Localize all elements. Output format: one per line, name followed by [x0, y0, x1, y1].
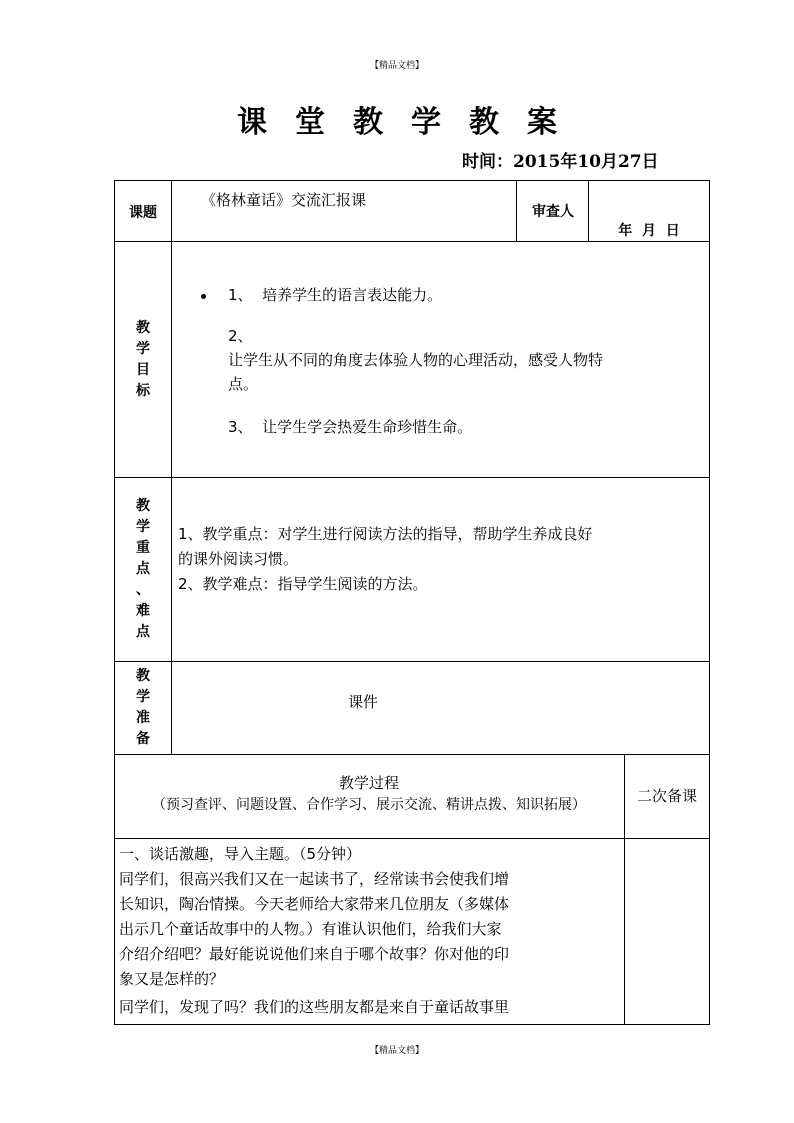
second-prep-label: 二次备课: [636, 787, 697, 805]
process-heading: 教学过程: [338, 774, 399, 792]
keypoint-line-3: 2、教学难点：指导学生阅读的方法。: [178, 575, 428, 593]
process-line: 长知识，陶冶情操。今天老师给大家带来几位朋友（多媒体: [119, 895, 510, 913]
keypoints-label: [114, 496, 172, 643]
row-divider: [114, 838, 710, 839]
keypoints-label-char: 点: [136, 624, 150, 640]
goal-2-line-1: 让学生从不同的角度去体验人物的心理活动，感受人物特: [228, 351, 604, 369]
table-border-top: [114, 180, 710, 181]
bullet-icon: [201, 294, 206, 299]
row-divider: [114, 754, 710, 755]
row-divider: [114, 661, 710, 662]
keypoints-label-char: 、: [136, 582, 150, 598]
review-date-placeholder: 年 月 日: [618, 223, 680, 239]
process-line: 同学们，很高兴我们又在一起读书了，经常读书会使我们增: [119, 870, 510, 888]
keypoints-label-char: 学: [136, 519, 150, 535]
prep-label-char: 教: [136, 668, 150, 684]
row-divider: [114, 241, 710, 242]
keypoints-label-char: 重: [136, 540, 150, 556]
keypoints-label-char: 教: [136, 498, 150, 514]
goal-2-line-2: 点。: [228, 375, 259, 393]
col-divider: [516, 180, 517, 242]
keypoint-line-2: 的课外阅读习惯。: [178, 550, 299, 568]
goal-2-number: 2、: [228, 327, 253, 345]
footer-tag: 【精品文档】: [369, 1046, 424, 1056]
process-line: 出示几个童话故事中的人物。）有谁认识他们，给我们大家: [119, 920, 502, 938]
goals-label-char: 学: [136, 341, 150, 357]
goal-3: 3、 让学生学会热爱生命珍惜生命。: [228, 418, 473, 436]
reviewer-label: 审查人: [532, 204, 574, 220]
prep-label-char: 准: [136, 710, 150, 726]
page-title: 课堂教学教案: [237, 105, 585, 140]
col-divider: [588, 180, 589, 242]
prep-label-char: 备: [136, 731, 150, 747]
header-tag: 【精品文档】: [369, 61, 424, 71]
prep-label-char: 学: [136, 689, 150, 705]
topic-value: 《格林童话》交流汇报课: [201, 191, 367, 209]
goal-1: 1、 培养学生的语言表达能力。: [228, 286, 443, 304]
goals-label-char: 标: [136, 383, 150, 399]
keypoint-line-1: 1、教学重点：对学生进行阅读方法的指导，帮助学生养成良好: [178, 525, 593, 543]
process-line: 介绍介绍吧？最好能说说他们来自于哪个故事？你对他的印: [119, 945, 510, 963]
process-subheading: （预习查评、问题设置、合作学习、展示交流、精讲点拨、知识拓展）: [152, 797, 586, 813]
goals-label-char: 教: [136, 320, 150, 336]
process-line: 象又是怎样的？: [119, 970, 225, 988]
goals-label-char: 目: [136, 362, 150, 378]
goals-label: [114, 318, 172, 402]
process-line: 同学们，发现了吗？我们的这些朋友都是来自于童话故事里: [119, 998, 510, 1016]
table-border-right: [709, 180, 710, 1025]
keypoints-label-char: 难: [136, 603, 150, 619]
row-divider: [114, 477, 710, 478]
prep-value: 课件: [348, 693, 379, 711]
table-border-bottom: [114, 1024, 710, 1025]
topic-label: 课题: [129, 205, 157, 221]
date-line: 时间：2015年10月27日: [462, 152, 659, 172]
process-line: 一、谈话激趣，导入主题。（5分钟）: [119, 845, 362, 863]
prep-label: [114, 666, 172, 750]
keypoints-label-char: 点: [136, 561, 150, 577]
